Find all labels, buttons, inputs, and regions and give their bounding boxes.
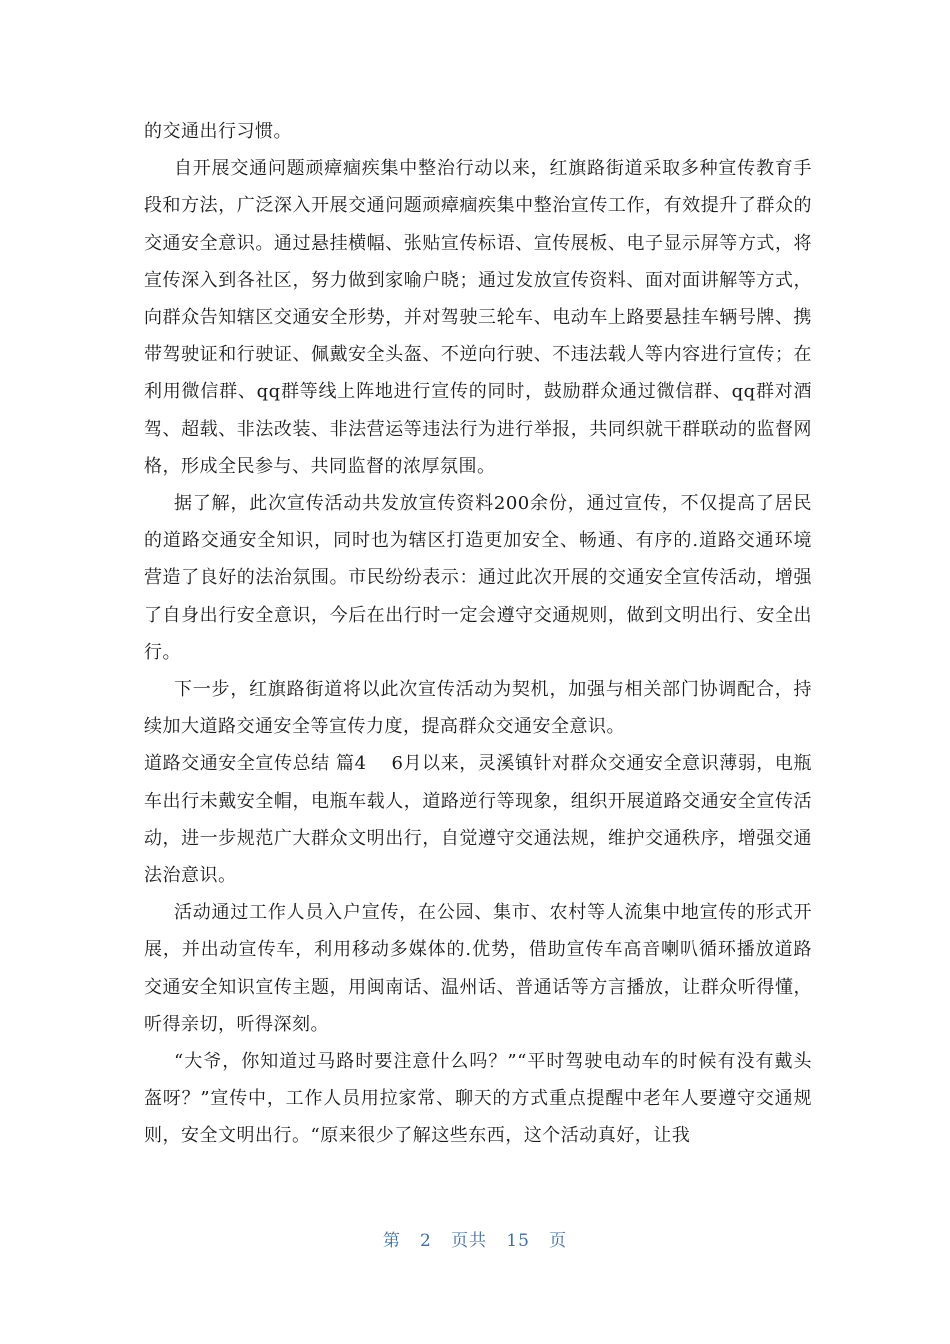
footer-total-pages: 15 <box>506 1231 530 1251</box>
footer-prefix: 第 <box>382 1231 401 1251</box>
document-body <box>144 113 812 1155</box>
paragraph-6: 活动通过工作人员入户宣传，在公园、集市、农村等人流集中地宣传的形式开展，并出动宣传车，利用移动多媒体的.优势，借助宣传车高音喇叭循环播放道路交通安全知识宣传主题，用闽南话、温州话、普通话等方言播放，让群众听得懂，听得亲切，听得深刻。 <box>144 902 812 1035</box>
paragraph-7: “大爷，你知道过马路时要注意什么吗？”“平时驾驶电动车的时候有没有戴头盔呀？”宣传中，工作人员用拉家常、聊天的方式重点提醒中老年人要遵守交通规则，安全文明出行。“原来很少了解这些东西，这个活动真好，让我 <box>144 1051 812 1147</box>
paragraph-3: 据了解，此次宣传活动共发放宣传资料200余份，通过宣传，不仅提高了居民的道路交通安全知识，同时也为辖区打造更加安全、畅通、有序的.道路交通环境营造了良好的法治氛围。市民纷纷表示：通过此次开展的交通安全宣传活动，增强了自身出行安全意识，今后在出行时一定会遵守交通规则，做到文明出行、安全出行。 <box>144 493 812 663</box>
paragraph-5-section-heading: 道路交通安全宣传总结 篇4 6月以来，灵溪镇针对群众交通安全意识薄弱，电瓶车出行未戴安全帽，电瓶车载人，道路逆行等现象，组织开展道路交通安全宣传活动，进一步规范广大群众文明出行，自觉遵守交通法规，维护交通秩序，增强交通法治意识。 <box>144 753 812 887</box>
footer-middle: 页共 <box>451 1231 488 1251</box>
footer-current-page: 2 <box>420 1231 432 1251</box>
paragraph-1: 的交通出行习惯。 <box>144 121 292 142</box>
paragraph-2: 自开展交通问题顽瘴痼疾集中整治行动以来，红旗路街道采取多种宣传教育手段和方法，广泛深入开展交通问题顽瘴痼疾集中整治宣传工作，有效提升了群众的交通安全意识。通过悬挂横幅、张贴宣传标语、宣传展板、电子显示屏等方式，将宣传深入到各社区，努力做到家喻户晓；通过发放宣传资料、面对面讲解等方式，向群众告知辖区交通安全形势，并对驾驶三轮车、电动车上路要悬挂车辆号牌、携带驾驶证和行驶证、佩戴安全头盔、不逆向行驶、不违法载人等内容进行宣传；在利用微信群、qq群等线上阵地进行宣传的同时，鼓励群众通过微信群、qq群对酒驾、超载、非法改装、非法营运等违法行为进行举报，共同织就干群联动的监督网格，形成全民参与、共同监督的浓厚氛围。 <box>144 158 812 477</box>
page-footer <box>0 1226 950 1251</box>
paragraph-4: 下一步，红旗路街道将以此次宣传活动为契机，加强与相关部门协调配合，持续加大道路交通安全等宣传力度，提高群众交通安全意识。 <box>144 679 812 738</box>
footer-suffix: 页 <box>549 1231 568 1251</box>
